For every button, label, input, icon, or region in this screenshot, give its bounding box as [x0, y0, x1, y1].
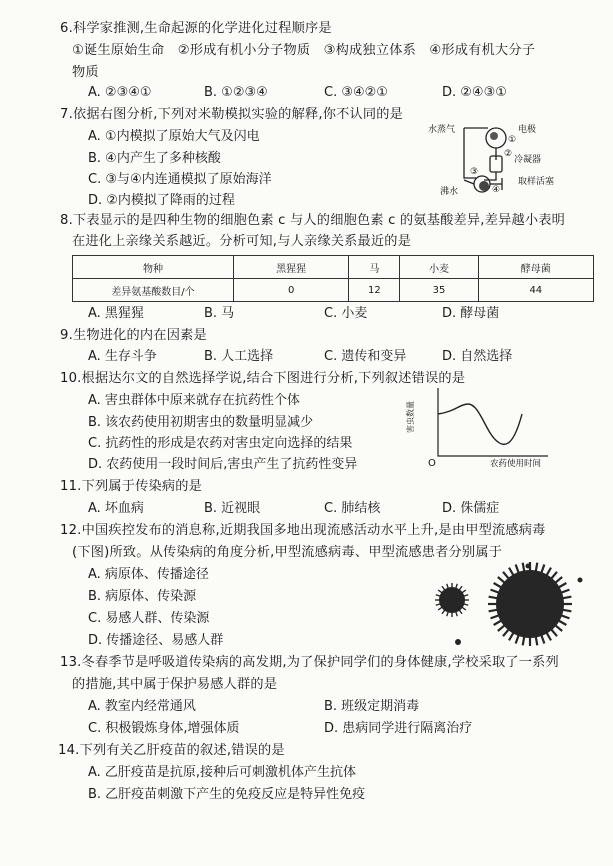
influenza-virus-image — [430, 560, 600, 650]
q10-stem: 10.根据达尔文的自然选择学说,结合下图进行分析,下列叙述错误的是 — [60, 371, 466, 386]
figure-label-4: ④ — [492, 185, 501, 195]
figure-label-electrode: 电极 — [518, 125, 537, 135]
table-cell: 差异氨基酸数目/个 — [73, 279, 234, 302]
figure-label-2: ② — [504, 149, 513, 159]
q6-option-c: C. ③④②① — [324, 85, 388, 100]
q9-option-d: D. 自然选择 — [442, 349, 513, 364]
q13-stem: 13.冬春季节是呼吸道传染病的高发期,为了保护同学们的身体健康,学校采取了一系列 — [60, 655, 559, 670]
q7-option-b: B. ④内产生了多种核酸 — [88, 151, 221, 166]
q7-option-a: A. ①内模拟了原始大气及闪电 — [88, 129, 260, 144]
q8-option-b: B. 马 — [204, 306, 235, 321]
q13-option-a: A. 教室内经常通风 — [88, 699, 196, 714]
figure-label-condenser: 冷凝器 — [514, 155, 542, 165]
q7-option-c: C. ③与④内连通模拟了原始海洋 — [88, 172, 272, 187]
q6-option-a: A. ②③④① — [88, 85, 152, 100]
q8-option-d: D. 酵母菌 — [442, 306, 500, 321]
q13-option-c: C. 积极锻炼身体,增强体质 — [88, 721, 240, 736]
table-header-cell: 物种 — [73, 256, 234, 279]
table-cell: 12 — [349, 279, 400, 302]
table-header-cell: 马 — [349, 256, 400, 279]
graph-y-label: 害虫数量 — [406, 401, 415, 433]
figure-label-3: ③ — [470, 167, 479, 177]
q7-option-d: D. ②内模拟了降雨的过程 — [88, 193, 235, 208]
q6-stem-line3: 物质 — [72, 65, 99, 80]
figure-label-steam: 水蒸气 — [428, 125, 456, 135]
q6-option-d: D. ②④③① — [442, 85, 507, 100]
q10-option-b: B. 该农药使用初期害虫的数量明显减少 — [88, 415, 314, 430]
q12-option-a: A. 病原体、传播途径 — [88, 567, 209, 582]
q14-option-b: B. 乙肝疫苗刺激下产生的免疫反应是特异性免疫 — [88, 787, 366, 802]
table-row — [73, 279, 594, 302]
flask-icon — [479, 181, 489, 191]
q12-stem-line2: (下图)所致。从传染病的角度分析,甲型流感病毒、甲型流感患者分别属于 — [72, 545, 503, 560]
q12-stem: 12.中国疾控发布的消息称,近期我国多地出现流感活动水平上升,是由甲型流感病毒 — [60, 523, 546, 538]
graph-axes — [438, 388, 548, 456]
q11-option-d: D. 侏儒症 — [442, 501, 500, 516]
q11-option-a: A. 坏血病 — [88, 501, 144, 516]
table-header-cell: 酵母菌 — [478, 256, 593, 279]
table-cell: 35 — [400, 279, 478, 302]
miller-apparatus-figure — [428, 118, 604, 198]
table-header-cell: 黑猩猩 — [234, 256, 349, 279]
q9-stem: 9.生物进化的内在因素是 — [60, 328, 207, 343]
table-cell: 44 — [478, 279, 593, 302]
q9-option-a: A. 生存斗争 — [88, 349, 157, 364]
q12-option-d: D. 传播途径、易感人群 — [88, 633, 224, 648]
figure-label-boiling-water: 沸水 — [440, 187, 459, 197]
q10-option-d: D. 农药使用一段时间后,害虫产生了抗药性变异 — [88, 457, 358, 472]
figure-label-1: ① — [508, 135, 517, 145]
q13-stem-line2: 的措施,其中属于保护易感人群的是 — [72, 677, 278, 692]
q6-stem-line2: ①诞生原始生命 ②形成有机小分子物质 ③构成独立体系 ④形成有机大分子 — [72, 43, 536, 58]
graph-origin: O — [428, 458, 436, 469]
q12-option-b: B. 病原体、传染源 — [88, 589, 197, 604]
q14-option-a: A. 乙肝疫苗是抗原,接种后可刺激机体产生抗体 — [88, 765, 357, 780]
q11-option-b: B. 近视眼 — [204, 501, 261, 516]
q8-stem: 8.下表显示的是四种生物的细胞色素 c 与人的细胞色素 c 的氨基酸差异,差异越小表明 — [60, 213, 566, 228]
pest-population-graph — [406, 384, 552, 476]
q13-option-d: D. 患病同学进行隔离治疗 — [324, 721, 473, 736]
table-header-cell: 小麦 — [400, 256, 478, 279]
q6-stem: 6.科学家推测,生命起源的化学进化过程顺序是 — [60, 21, 332, 36]
q9-option-c: C. 遗传和变异 — [324, 349, 407, 364]
q12-option-c: C. 易感人群、传染源 — [88, 611, 210, 626]
q8-stem-line2: 在进化上亲缘关系越近。分析可知,与人亲缘关系最近的是 — [72, 234, 412, 249]
q14-stem: 14.下列有关乙肝疫苗的叙述,错误的是 — [58, 743, 285, 758]
q11-stem: 11.下列属于传染病的是 — [60, 479, 203, 494]
table-cell: 0 — [234, 279, 349, 302]
cytochrome-table — [72, 255, 594, 302]
figure-label-sample: 取样活塞 — [518, 177, 555, 187]
q9-option-b: B. 人工选择 — [204, 349, 274, 364]
q11-option-c: C. 肺结核 — [324, 501, 381, 516]
q6-option-b: B. ①②③④ — [204, 85, 268, 100]
q10-option-a: A. 害虫群体中原来就存在抗药性个体 — [88, 393, 300, 408]
q8-option-a: A. 黑猩猩 — [88, 306, 144, 321]
q10-option-c: C. 抗药性的形成是农药对害虫定向选择的结果 — [88, 436, 353, 451]
graph-x-label: 农药使用时间 — [490, 459, 542, 469]
q13-option-b: B. 班级定期消毒 — [324, 699, 420, 714]
q7-stem: 7.依据右图分析,下列对米勒模拟实验的解释,你不认同的是 — [60, 107, 404, 122]
table-header-row — [73, 256, 594, 279]
pest-curve — [438, 404, 522, 444]
q8-option-c: C. 小麦 — [324, 306, 368, 321]
